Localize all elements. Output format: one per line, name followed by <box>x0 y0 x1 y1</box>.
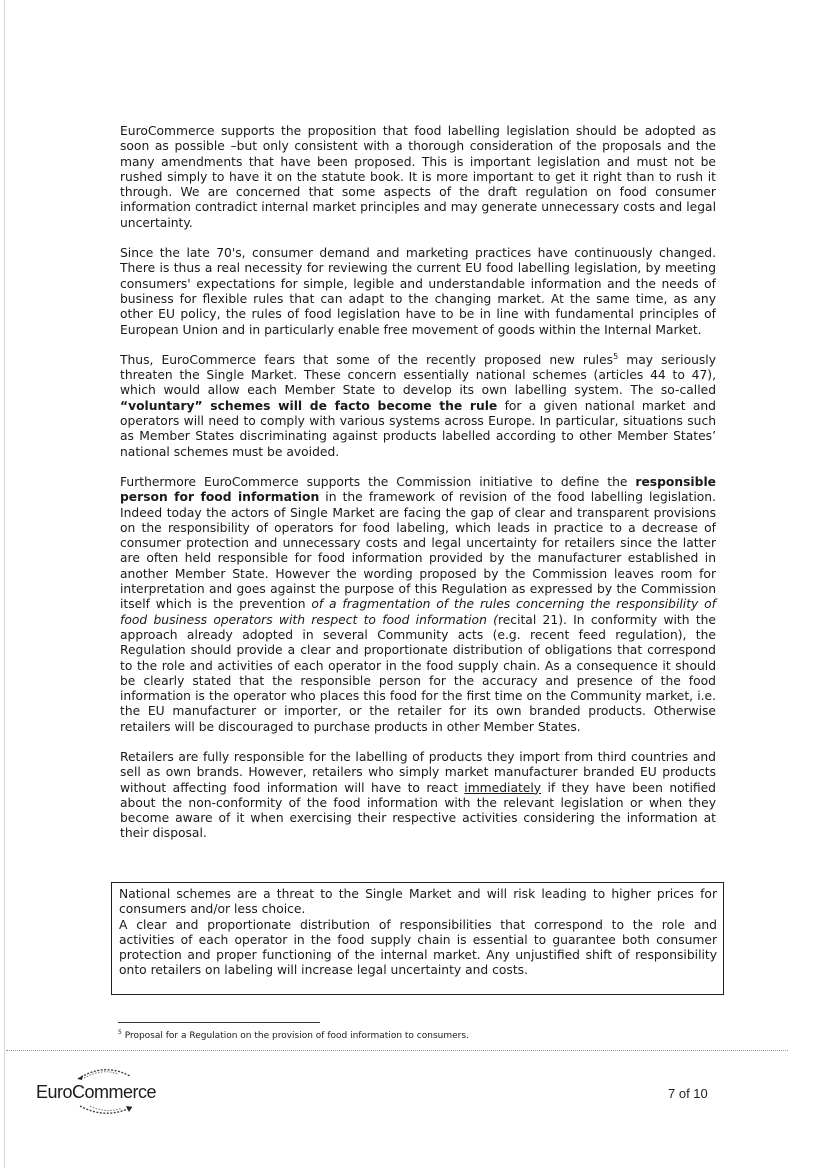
footnote-marker: 5 <box>118 1029 122 1036</box>
page-number: 7 of 10 <box>668 1086 708 1101</box>
paragraph-5-text-a: Retailers are fully responsible for the labelling of products they import from third countries and sell as own brands. However, retailers who simply market manufacturer branded EU products without affecting food information will have to react <box>120 749 716 795</box>
eurocommerce-logo <box>36 1066 176 1126</box>
paragraph-4-text-c: recital 21). In conformity with the approach already adopted in several Community acts (e.g. recent feed regulation), the Regulation should provide a clear and proportionate distribution of obligations that correspond to the role and activities of each operator in the food supply chain. As a consequence it should be clearly stated that the responsible person for the accuracy and presence of the food information is the operator who places this food for the first time on the Community market, i.e. the EU manufacturer or importer, or the retailer for its own branded products. Otherwise retailers will be discouraged to purchase products in other Member States. <box>120 612 716 734</box>
paragraph-3 <box>120 353 716 460</box>
paragraph-4-text-a: Furthermore EuroCommerce supports the Commission initiative to define the <box>120 474 636 489</box>
paragraph-3-text-b: may seriously threaten the Single Market. These concern essentially national schemes (articles 44 to 47), which would allow each Member State to develop its own labelling system. The so-called <box>120 352 716 398</box>
paragraph-4-italic: of a fragmentation of the rules concerning the responsibility of food business operators with respect to food information ( <box>120 597 716 627</box>
paragraph-5 <box>120 750 716 842</box>
logo-star-arc-top-icon <box>74 1066 134 1080</box>
summary-line-2: A clear and proportionate distribution of responsibilities that correspond to the role and activities of each operator in the food supply chain is essential to guarantee both consumer protection and proper functioning of the internal market. Any unjustified shift of responsibility onto retailers on labeling will increase legal uncertainty and costs. <box>119 917 717 978</box>
paragraph-3-text-a: Thus, EuroCommerce fears that some of the recently proposed new rules <box>120 352 614 367</box>
summary-line-1: National schemes are a threat to the Single Market and will risk leading to higher prices for consumers and/or less choice. <box>119 887 717 917</box>
footnote-reference: 5 <box>613 351 619 361</box>
footnote <box>118 1030 469 1042</box>
footer-divider <box>6 1050 788 1052</box>
paragraph-2: Since the late 70's, consumer demand and marketing practices have continuously changed. There is thus a real necessity for reviewing the current EU food labelling legislation, by meeting consumers' expectations for simple, legible and understandable information and the needs of business for flexible rules that can adapt to the changing market. At the same time, as any other EU policy, the rules of food legislation have to be in line with fundamental principles of European Union and in particularly enable free movement of goods within the Internal Market. <box>120 246 716 337</box>
logo-star-arc-bottom-icon <box>76 1104 136 1118</box>
paragraph-4 <box>120 475 716 735</box>
footnote-separator <box>118 1022 320 1023</box>
paragraph-4-text-b: in the framework of revision of the food labelling legislation. Indeed today the actors of Single Market are facing the gap of clear and transparent provisions on the responsibility of operators for food labeling, which leads in practice to a decrease of consumer protection and unnecessary costs and legal uncertainty for retailers since the latter are often held responsible for food information provided by the manufacturer established in another Member State. However the wording proposed by the Commission leaves room for interpretation and goes against the purpose of this Regulation as expressed by the Commission itself which is the prevention <box>120 490 716 612</box>
document-body <box>120 124 716 857</box>
paragraph-1: EuroCommerce supports the proposition that food labelling legislation should be adopted as soon as possible –but only consistent with a thorough consideration of the proposals and the many amendments that have been proposed. This is important legislation and must not be rushed simply to have it on the statute book. It is more important to get it right than to rush it through. We are concerned that some aspects of the draft regulation on food consumer information contradict internal market principles and may generate unnecessary costs and legal uncertainty. <box>120 124 716 230</box>
footnote-text: Proposal for a Regulation on the provision of food information to consumers. <box>121 1031 469 1041</box>
paragraph-3-emphasis: “voluntary” schemes will de facto become the rule <box>120 398 498 413</box>
summary-box <box>111 882 724 995</box>
paragraph-5-text-b: if they have been notified about the non-conformity of the food information with the relevant legislation or when they become aware of it when exercising their respective activities considering the information at their disposal. <box>120 780 716 841</box>
paragraph-4-emphasis: responsible person for food information <box>120 474 716 505</box>
paragraph-5-underline: immediately <box>464 780 542 795</box>
paragraph-3-text-c: for a given national market and operators will need to comply with various systems across Europe. In particular, situations such as Member States discriminating against products labelled according to other Member States’ national schemes must be avoided. <box>120 398 716 459</box>
scan-edge-line <box>4 0 5 1168</box>
logo-wordmark: EuroCommerce <box>36 1082 157 1102</box>
